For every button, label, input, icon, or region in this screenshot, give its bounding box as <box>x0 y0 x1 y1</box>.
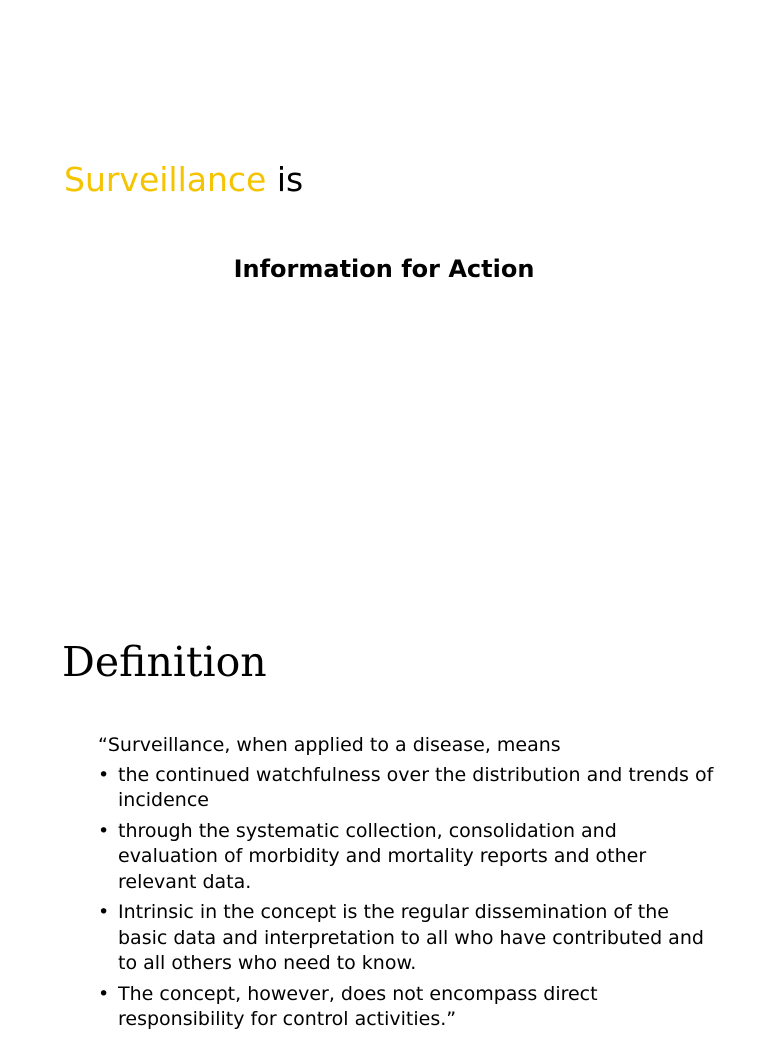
list-item <box>98 819 718 896</box>
bullet-icon: • <box>98 763 110 786</box>
definition-bullet-list <box>98 763 718 1033</box>
bullet-icon: • <box>98 819 110 842</box>
list-item <box>98 982 718 1033</box>
heading-rest-text: is <box>266 160 304 199</box>
bullet-icon: • <box>98 982 110 1005</box>
list-item <box>98 763 718 814</box>
definition-title: Definition <box>62 638 267 686</box>
bullet-text: through the systematic collection, consolidation and evaluation of morbidity and mortality reports and other relevant data. <box>118 819 647 893</box>
bullet-text: the continued watchfulness over the distribution and trends of incidence <box>118 763 714 811</box>
bullet-icon: • <box>98 901 110 923</box>
slide-heading <box>64 158 303 202</box>
bullet-text: Intrinsic in the concept is the regular dissemination of the basic data and interpretation to all who have contributed and to all others who need to know. <box>118 901 704 974</box>
heading-accent-word: Surveillance <box>64 160 267 199</box>
slide-subtitle: Information for Action <box>233 255 535 283</box>
list-item <box>98 900 718 977</box>
definition-body <box>98 733 718 1038</box>
bullet-text: The concept, however, does not encompass direct responsibility for control activities.” <box>118 982 598 1030</box>
definition-intro: “Surveillance, when applied to a disease, means <box>98 734 561 756</box>
